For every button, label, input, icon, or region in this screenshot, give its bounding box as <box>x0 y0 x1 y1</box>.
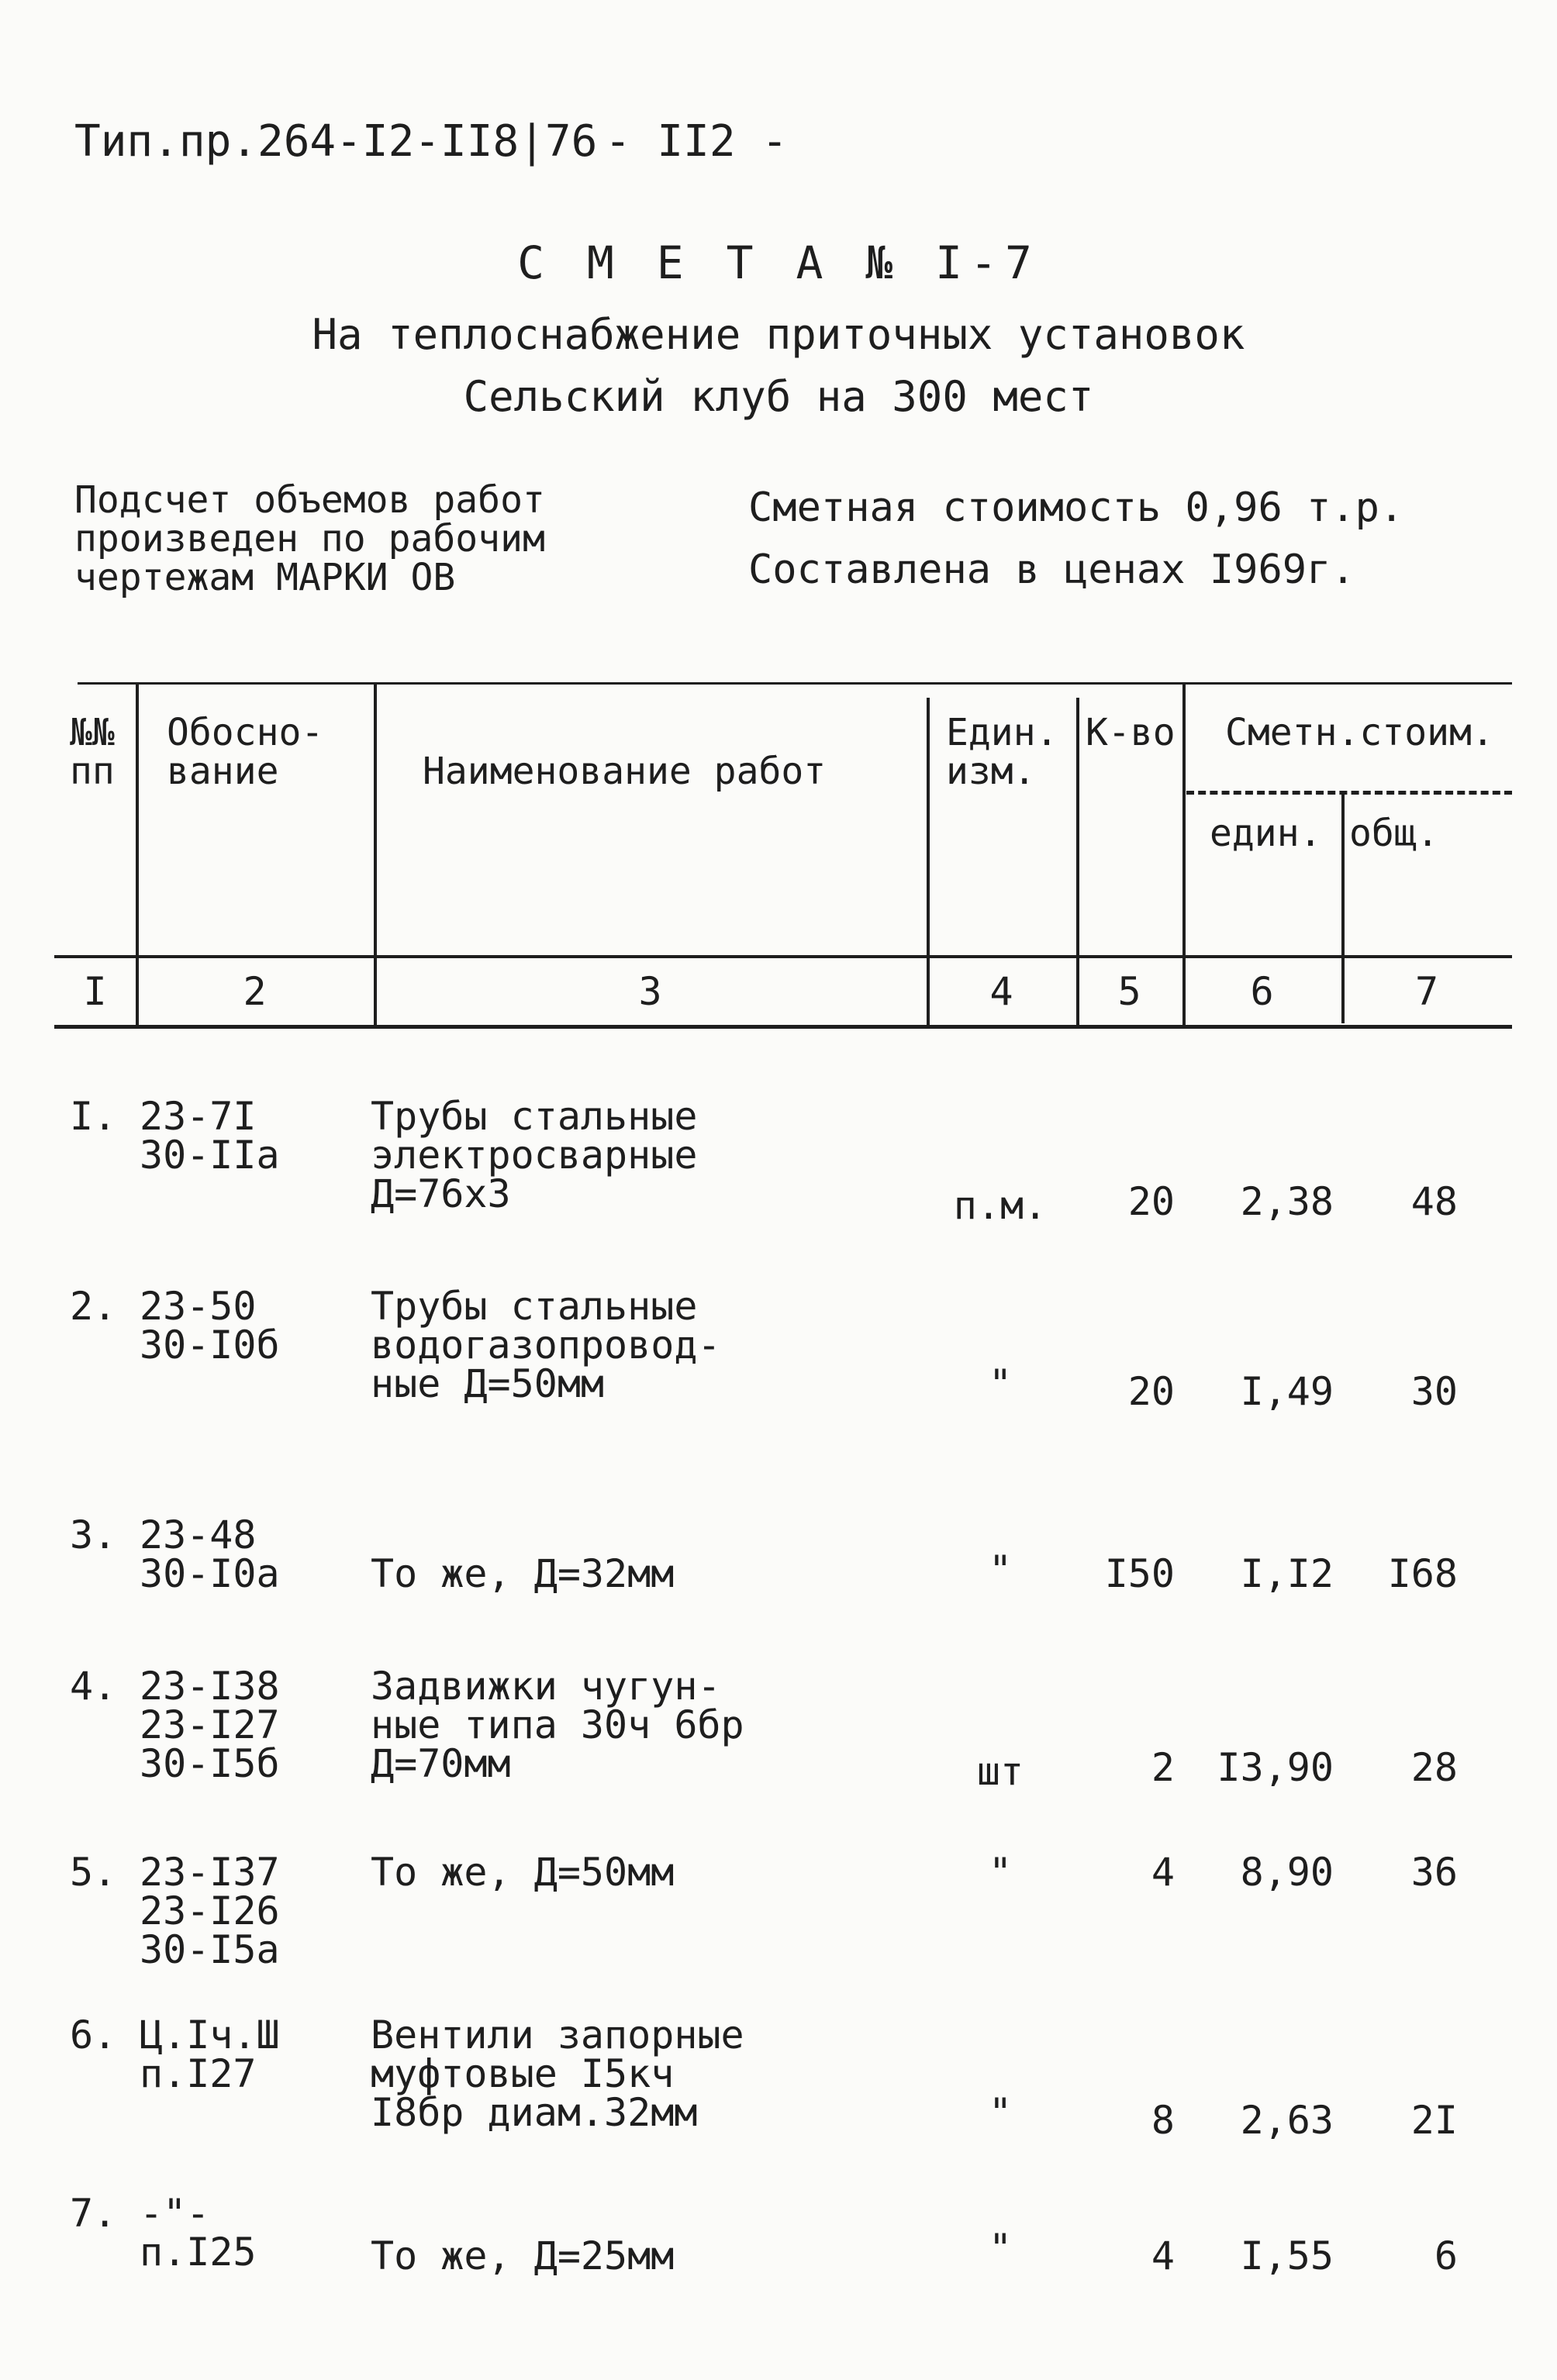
col-number: 6 <box>1250 969 1274 1014</box>
row-basis: Ц.Iч.Ш п.I27 <box>140 2013 280 2096</box>
row-qty: 2 <box>1151 1745 1175 1790</box>
row-basis: 23-7I 30-IIa <box>140 1094 280 1178</box>
row-qty: 20 <box>1127 1369 1175 1414</box>
row-unit-price: 2,38 <box>1240 1179 1334 1224</box>
row-basis: 23-I37 23-I26 30-I5a <box>140 1850 280 1972</box>
row-number: 5. <box>70 1850 117 1895</box>
row-total: 36 <box>1410 1850 1458 1895</box>
row-number: 7. <box>70 2191 117 2236</box>
row-unit: " <box>988 1850 1013 1895</box>
row-total: 48 <box>1410 1179 1458 1224</box>
col-header-name: Наименование работ <box>423 750 827 793</box>
row-unit: " <box>988 2090 1013 2135</box>
row-unit: " <box>988 1547 1013 1592</box>
row-qty: I50 <box>1104 1551 1175 1596</box>
row-unit: " <box>988 1361 1013 1406</box>
col-header-cost: Сметн.стоим. <box>1225 711 1494 754</box>
row-qty: 4 <box>1151 2233 1175 2278</box>
header-bottom-line <box>54 1025 1512 1029</box>
row-total: 30 <box>1410 1369 1458 1414</box>
price-basis: Составлена в ценах I969г. <box>748 547 1355 593</box>
document-code: Тип.пр.264-I2-II8|76 <box>74 116 598 167</box>
row-basis: 23-I38 23-I27 30-I5б <box>140 1664 280 1786</box>
estimated-cost: Сметная стоимость 0,96 т.р. <box>748 485 1404 531</box>
col-number: 2 <box>243 969 267 1014</box>
row-number: 2. <box>70 1284 117 1329</box>
row-qty: 4 <box>1151 1850 1175 1895</box>
col-header-unit: Един. изм. <box>946 711 1058 793</box>
page-number: - II2 - <box>605 116 789 167</box>
col-header-cost-total: общ. <box>1349 812 1439 855</box>
header-divider <box>54 955 1512 958</box>
row-name: Трубы стальные электросварные Д=76х3 <box>371 1094 698 1216</box>
row-basis: 23-48 30-I0a <box>140 1513 280 1596</box>
document-subtitle: На теплоснабжение приточных установок <box>312 310 1245 359</box>
row-name: Вентили запорные муфтовые I5кч I8бр диам.32мм <box>371 2013 744 2135</box>
row-name: То же, Д=32мм <box>371 1551 675 1596</box>
row-name: Трубы стальные водогазопровод- ные Д=50мм <box>371 1284 721 1406</box>
row-number: 6. <box>70 2013 117 2057</box>
row-qty: 20 <box>1127 1179 1175 1224</box>
row-unit-price: I,I2 <box>1240 1551 1334 1596</box>
row-basis: 23-50 30-I0б <box>140 1284 280 1368</box>
row-unit-price: I,49 <box>1240 1369 1334 1414</box>
row-number: 4. <box>70 1664 117 1709</box>
cost-split-line <box>1186 791 1512 795</box>
col-number: 4 <box>989 969 1013 1014</box>
row-unit: п.м. <box>953 1183 1048 1228</box>
col-header-basis: Обосно- вание <box>167 711 324 793</box>
row-unit-price: I,55 <box>1240 2233 1334 2278</box>
document-title: С М Е Т А № I-7 <box>517 236 1040 289</box>
col-number: I <box>83 969 107 1014</box>
col-number: 5 <box>1117 969 1141 1014</box>
row-unit-price: I3,90 <box>1217 1745 1334 1790</box>
col-header-qty: К-во <box>1086 711 1176 754</box>
row-qty: 8 <box>1151 2098 1175 2143</box>
row-total: I68 <box>1387 1551 1458 1596</box>
row-unit-price: 8,90 <box>1240 1850 1334 1895</box>
row-number: 3. <box>70 1513 117 1557</box>
object-name: Сельский клуб на 300 мест <box>463 372 1094 421</box>
row-total: 2I <box>1410 2098 1458 2143</box>
volume-basis-note: Подсчет объемов работ произведен по рабочим чертежам МАРКИ ОВ <box>74 478 545 599</box>
row-unit: " <box>988 2226 1013 2271</box>
col-header-cost-unit: един. <box>1210 812 1322 855</box>
row-unit-price: 2,63 <box>1240 2098 1334 2143</box>
col-header-no: №№ пп <box>70 711 115 793</box>
row-name: Задвижки чугун- ные типа 30ч 6бр Д=70мм <box>371 1664 744 1786</box>
col-number: 3 <box>638 969 662 1014</box>
row-name: То же, Д=25мм <box>371 2233 675 2278</box>
row-total: 6 <box>1434 2233 1458 2278</box>
row-number: I. <box>70 1094 117 1139</box>
row-unit: шт <box>976 1749 1024 1794</box>
row-basis: -"- п.I25 <box>140 2191 257 2275</box>
row-name: То же, Д=50мм <box>371 1850 675 1895</box>
estimate-table-header <box>54 682 1512 1039</box>
table-top-line <box>78 682 1512 685</box>
cost-summary <box>748 477 1403 601</box>
col-number: 7 <box>1414 969 1439 1014</box>
row-total: 28 <box>1410 1745 1458 1790</box>
